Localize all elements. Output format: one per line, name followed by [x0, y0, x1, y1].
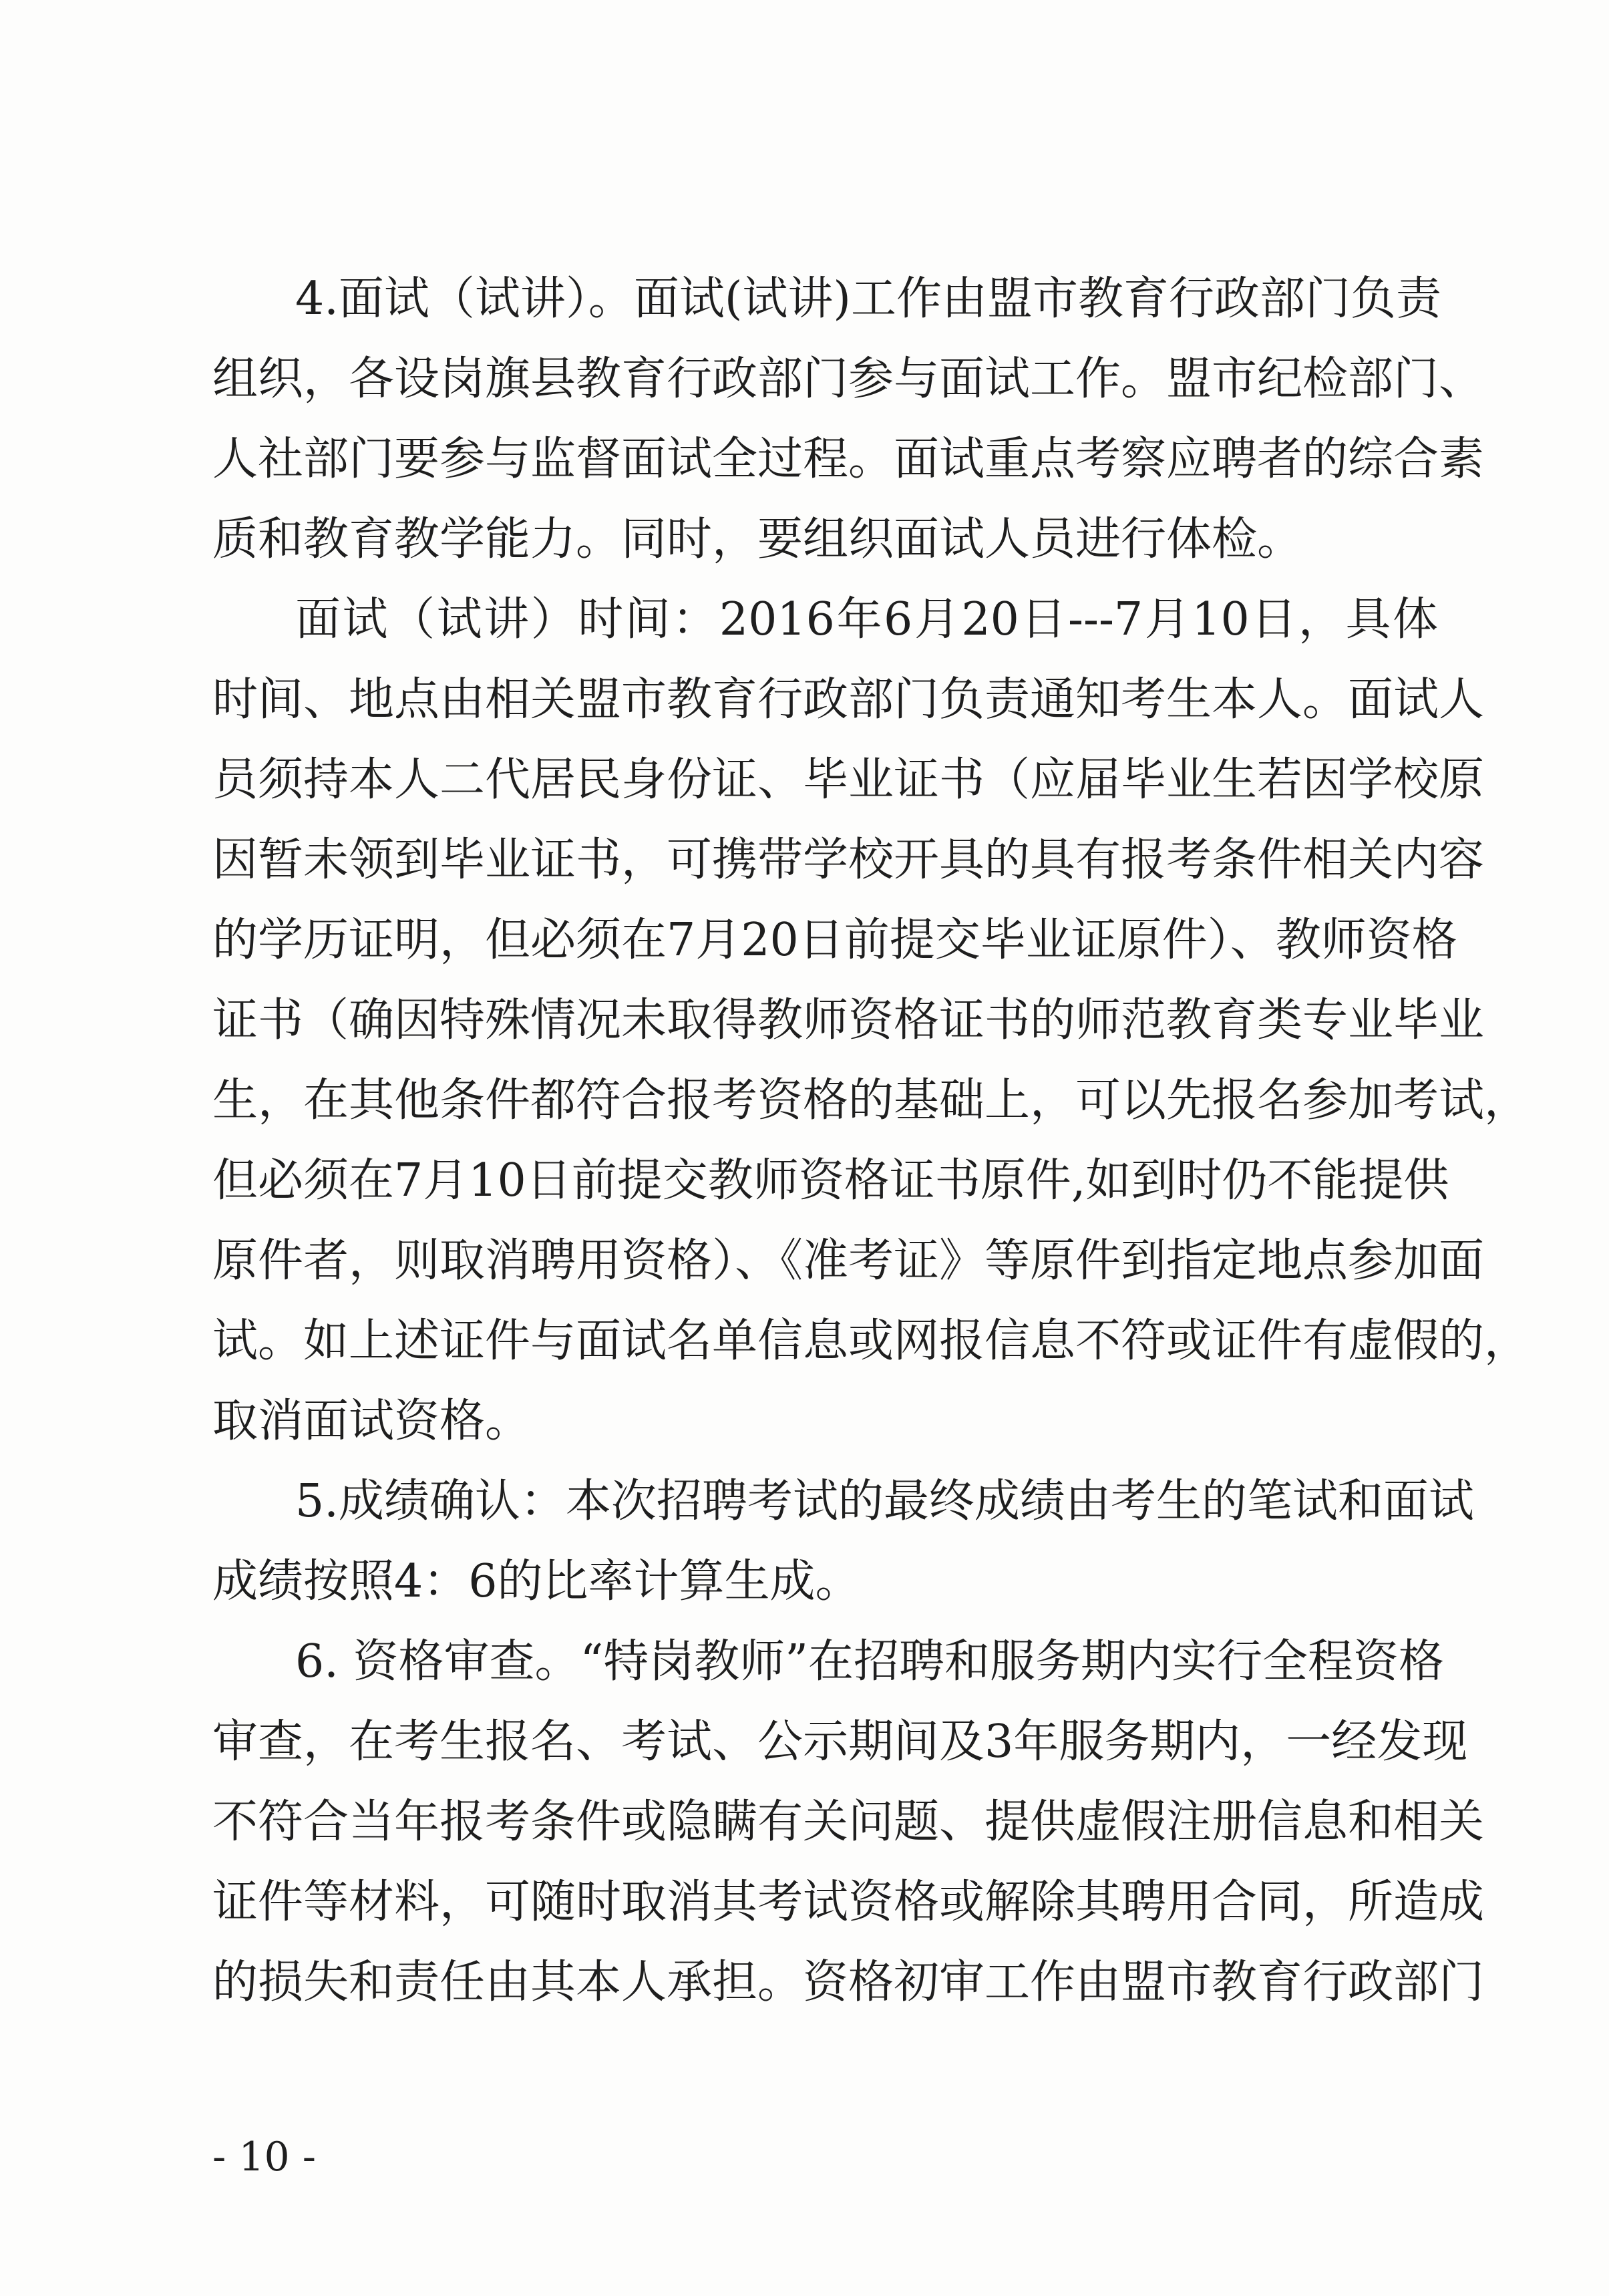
paragraph-line: 取消面试资格。 [212, 1395, 531, 1448]
paragraph-line: 的损失和责任由其本人承担。资格初审工作由盟市教育行政部门 [212, 1956, 1485, 2009]
page-number: - 10 - [212, 2134, 317, 2180]
paragraph-line: 面试（试讲）时间：2016年6月20日---7月10日，具体 [295, 593, 1438, 646]
paragraph-line: 质和教育教学能力。同时，要组织面试人员进行体检。 [212, 513, 1303, 566]
paragraph-line: 但必须在7月10日前提交教师资格证书原件,如到时仍不能提供 [212, 1154, 1449, 1207]
paragraph-line: 时间、地点由相关盟市教育行政部门负责通知考生本人。面试人 [212, 673, 1485, 726]
paragraph-line: 员须持本人二代居民身份证、毕业证书（应届毕业生若因学校原 [212, 754, 1485, 806]
paragraph-line: 原件者，则取消聘用资格）、《准考证》等原件到指定地点参加面 [212, 1235, 1485, 1287]
paragraph-line: 不符合当年报考条件或隐瞒有关问题、提供虚假注册信息和相关 [212, 1796, 1485, 1848]
paragraph-line: 审查，在考生报名、考试、公示期间及3年服务期内，一经发现 [212, 1715, 1468, 1768]
paragraph-line: 5.成绩确认：本次招聘考试的最终成绩由考生的笔试和面试 [295, 1475, 1474, 1528]
paragraph-line: 因暂未领到毕业证书，可携带学校开具的具有报考条件相关内容 [212, 834, 1485, 886]
paragraph-line: 组织，各设岗旗县教育行政部门参与面试工作。盟市纪检部门、 [212, 353, 1485, 405]
paragraph-line: 的学历证明，但必须在7月20日前提交毕业证原件）、教师资格 [212, 914, 1457, 967]
paragraph-line: 4.面试（试讲）。面试(试讲)工作由盟市教育行政部门负责 [295, 273, 1441, 325]
paragraph-line: 人社部门要参与监督面试全过程。面试重点考察应聘者的综合素 [212, 433, 1485, 486]
paragraph-line: 成绩按照4：6的比率计算生成。 [212, 1555, 861, 1608]
paragraph-line: 生，在其他条件都符合报考资格的基础上，可以先报名参加考试， [212, 1074, 1530, 1127]
paragraph-line: 证书（确因特殊情况未取得教师资格证书的师范教育类专业毕业 [212, 994, 1485, 1047]
paragraph-line: 证件等材料，可随时取消其考试资格或解除其聘用合同，所造成 [212, 1876, 1485, 1929]
paragraph-line: 试。如上述证件与面试名单信息或网报信息不符或证件有虚假的， [212, 1315, 1530, 1367]
paragraph-line: 6. 资格审查。“特岗教师”在招聘和服务期内实行全程资格 [295, 1635, 1445, 1688]
